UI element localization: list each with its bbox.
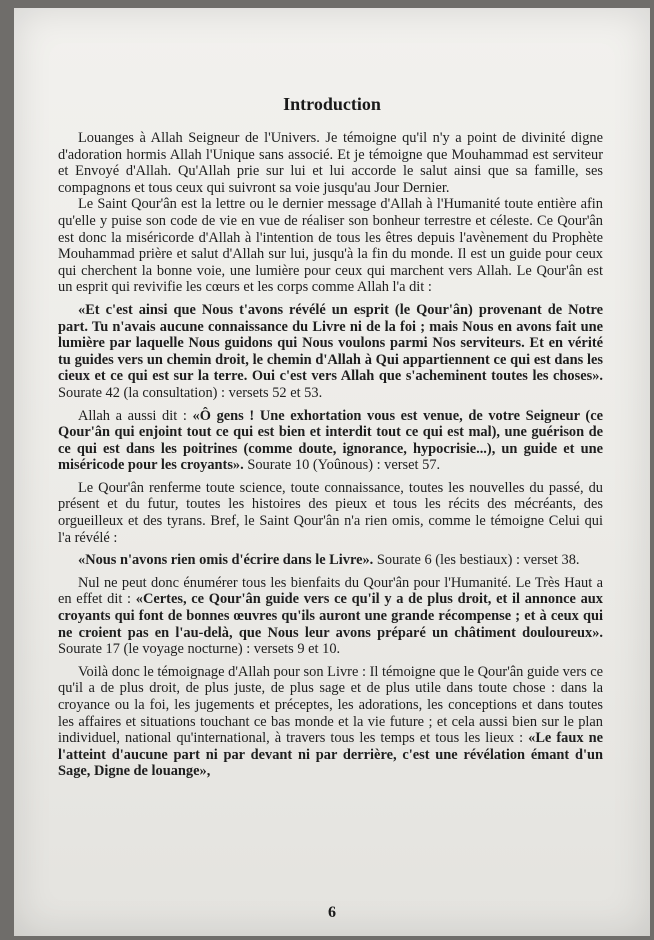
quote-reference: Sourate 17 (le voyage nocturne) : versets 9 et 10. [58,641,341,658]
paragraph-intro: Nul ne peut donc énumérer tous les bienfaits du Qour'ân pour l'Humanité. Le Très Haut a en effet dit : [58,574,603,608]
page-body [58,130,603,780]
quote-text: «Nous n'avons rien omis d'écrire dans le Livre». [78,552,374,569]
page-title: Introduction [283,94,381,114]
quote-text: «Ô gens ! Une exhortation vous est venue, de votre Seigneur (ce Qour'ân qui enjoint tout ce qui est bien et interdit tout ce qui est mal), une guérison de ce qui est dans les poitrines (comme doute, ignorance, hypocrisie...), un guide et une miséricode pour les croyants». [58,407,603,474]
quote-reference: Sourate 10 (Yoûnous) : verset 57. [243,457,441,474]
paragraph-intro: Allah a aussi dit : [78,407,193,424]
quote-surah-42 [58,302,603,402]
quote-text: «Et c'est ainsi que Nous t'avons révélé un esprit (le Qour'ân) provenant de Notre part. Tu n'avais aucune connaissance du Livre ni de la foi ; mais Nous en avons fait une lumière par laquelle Nous guidons qui Nous voulons parmi Nos serviteurs. Et en vérité tu guides vers un chemin droit, le chemin d'Allah à Qui appartiennent ce qui est dans les cieux et ce qui est sur la terre. Oui c'est vers Allah que s'acheminent toutes les choses». [58,301,603,385]
quote-surah-6 [58,552,603,569]
paragraph-testimony [58,664,603,780]
paragraph-praise: Louanges à Allah Seigneur de l'Univers. Je témoigne qu'il n'y a point de divinité digne d'adoration hormis Allah l'Unique sans associé. Et je témoigne que Mouhammad est serviteur et Envoyé d'Allah. Qu'Allah prie sur lui et lui accorde le salut ainsi que sa famille, ses compagnons et tous ceux qui suivront sa voie jusqu'au Jour Dernier. [58,130,603,196]
paragraph-quran-message: Le Saint Qour'ân est la lettre ou le dernier message d'Allah à l'Humanité toute entière afin qu'elle y puise son code de vie en vue de réaliser son bonheur terrestre et céleste. Ce Qour'ân est donc la miséricorde d'Allah à l'intention de tous les êtres depuis l'avènement du Prophète Mouhammad prière et salut d'Allah sur lui, jusqu'à la fin du monde. Il est un guide pour ceux qui cherchent la bonne voie, une lumière pour ceux qui marchent vers Allah. Le Qour'ân est un esprit qui revivifie les cœurs et les corps comme Allah l'a dit : [58,196,603,296]
book-page [14,8,650,936]
quote-text: «Certes, ce Qour'ân guide vers ce qu'il y a de plus droit, et il annonce aux croyants qui font de bonnes œuvres qu'ils auront une grande récompense ; et à ceux qui ne croient pas en l'au-delà, que Nous leur avons préparé un châtiment douloureux». [58,591,604,641]
page-number: 6 [328,904,336,921]
quote-text: «Le faux ne l'atteint d'aucune part ni par devant ni par derrière, c'est une révélation émant d'un Sage, Digne de louange», [58,730,603,780]
paragraph-intro: Voilà donc le témoignage d'Allah pour son Livre : Il témoigne que le Qour'ân guide vers ce qu'il a de plus droit, de plus juste, de plus sage et de plus utile dans toute chose : dans la croyance ou la foi, les jugements et préceptes, les adorations, les conceptions et dans toutes les affaires et situations touchant ce bas monde et la vie future ; et cela aussi bien sur le plan individuel, national qu'international, à travers tous les temps et tous les lieux : [58,663,603,747]
quote-reference: Sourate 6 (les bestiaux) : verset 38. [373,552,580,569]
paragraph-knowledge: Le Qour'ân renferme toute science, toute connaissance, toutes les nouvelles du passé, du présent et du futur, toutes les histoires des pieux et tous les récits des mécréants, des orgueilleux et des tyrans. Bref, le Saint Qour'ân n'a rien omis, comme le témoigne Celui qui l'a révélé : [58,479,603,546]
quote-reference: Sourate 42 (la consultation) : versets 52 et 53. [58,384,323,401]
paragraph-exhortation [58,408,603,474]
paragraph-benefits [58,575,603,658]
